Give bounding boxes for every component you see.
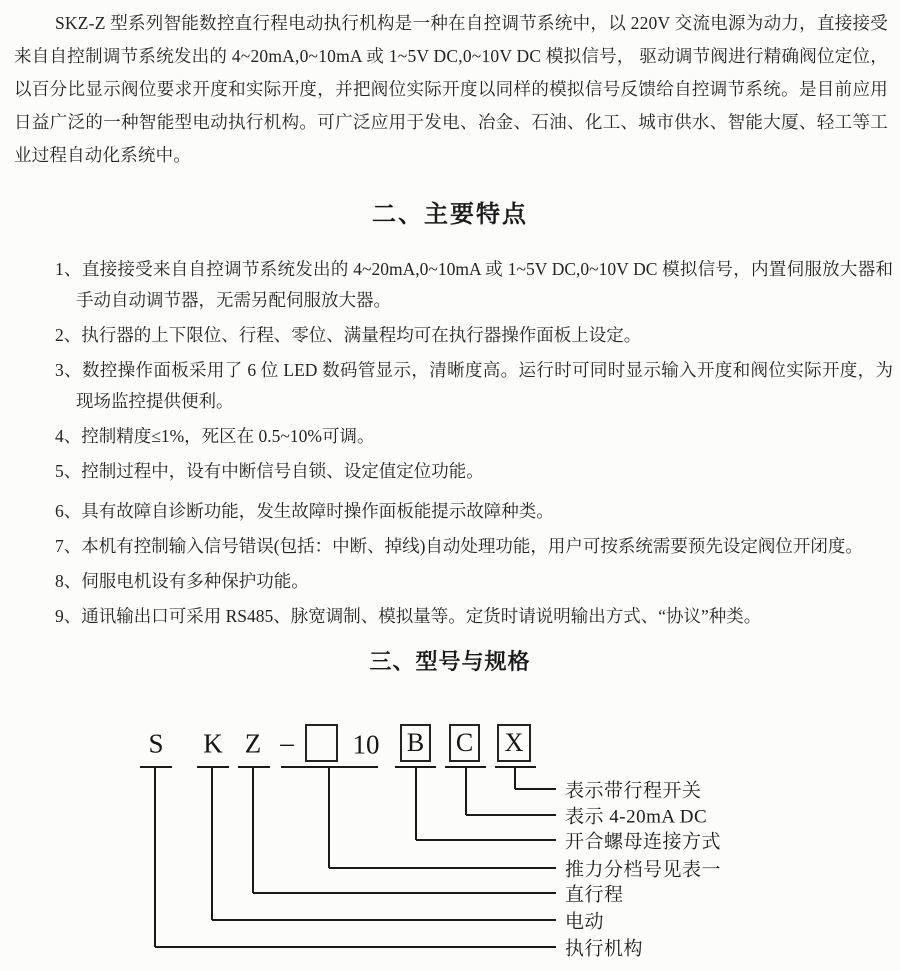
feature-text: 具有故障自诊断功能，发生故障时操作面板能提示故障种类。 bbox=[81, 501, 554, 521]
feature-text: 执行器的上下限位、行程、零位、满量程均可在执行器操作面板上设定。 bbox=[81, 325, 642, 345]
feature-text: 数控操作面板采用了 6 位 LED 数码管显示，清晰度高。运行时可同时显示输入开度和阀位实际开度，为现场监控提供便利。 bbox=[76, 360, 894, 411]
feature-text: 本机有控制输入信号错误(包括：中断、掉线)自动处理功能，用户可按系统需要预先设定阀位开闭度。 bbox=[81, 536, 863, 556]
feature-text: 通讯输出口可采用 RS485、脉宽调制、模拟量等。定货时请说明输出方式、“协议”种类。 bbox=[81, 606, 762, 626]
feature-number: 7、 bbox=[55, 536, 82, 556]
feature-number: 3、 bbox=[55, 360, 82, 380]
model-code-char: K bbox=[203, 728, 223, 759]
model-code-label: 表示带行程开关 bbox=[565, 780, 702, 802]
model-code-blank-box bbox=[305, 724, 338, 762]
model-code-label: 执行机构 bbox=[565, 938, 644, 960]
feature-item bbox=[55, 566, 893, 597]
model-code-char: S bbox=[148, 728, 164, 759]
model-code-label: 直行程 bbox=[565, 884, 624, 906]
feature-text: 直接接受来自自控调节系统发出的 4~20mA,0~10mA 或 1~5V DC,0~10V DC 模拟信号，内置伺服放大器和手动自动调节器，无需另配伺服放大器。 bbox=[76, 259, 893, 310]
model-code-box: B bbox=[400, 724, 431, 762]
feature-item bbox=[55, 496, 893, 527]
model-code-label: 推力分档号见表一 bbox=[565, 859, 722, 881]
feature-number: 5、 bbox=[55, 461, 82, 481]
feature-item bbox=[55, 531, 893, 562]
model-code-char: Z bbox=[244, 728, 262, 759]
feature-number: 6、 bbox=[55, 501, 82, 521]
model-code-label: 电动 bbox=[565, 911, 605, 933]
model-code-char: 10 bbox=[352, 729, 380, 760]
feature-item bbox=[55, 601, 893, 632]
feature-item bbox=[55, 456, 893, 487]
model-code-box: X bbox=[497, 724, 531, 762]
feature-number: 2、 bbox=[55, 325, 82, 345]
section-model-heading: 三、型号与规格 bbox=[369, 649, 531, 674]
feature-item bbox=[55, 320, 893, 351]
section-features-heading: 二、主要特点 bbox=[372, 201, 528, 228]
feature-text: 控制过程中，设有中断信号自锁、设定值定位功能。 bbox=[81, 461, 484, 481]
feature-item bbox=[55, 421, 893, 452]
intro-paragraph: SKZ-Z 型系列智能数控直行程电动执行机构是一种在自控调节系统中，以 220V 交流电源为动力，直接接受来自自控制调节系统发出的 4~20mA,0~10mA 或 1~5V DC,0~10V DC 模拟信号， 驱动调节阀进行精确阀位定位，以百分比显示阀位要求开度和实际开度，并把阀位实际开度以同样的模拟信号反馈给自控调节系统。是目前应用日益广泛的一种智能型电动执行机构。可广泛应用于发电、冶金、石油、化工、城市供水、智能大厦、轻工等工业过程自动化系统中。 bbox=[14, 13, 888, 165]
model-code-diagram bbox=[0, 700, 900, 971]
model-code-char: – bbox=[280, 727, 294, 758]
model-code-box: C bbox=[449, 724, 480, 762]
features-list bbox=[55, 254, 893, 636]
feature-number: 4、 bbox=[55, 426, 82, 446]
model-code-label: 开合螺母连接方式 bbox=[565, 831, 722, 853]
feature-item bbox=[55, 355, 893, 417]
feature-text: 伺服电机设有多种保护功能。 bbox=[81, 571, 309, 591]
feature-number: 8、 bbox=[55, 571, 82, 591]
model-code-label: 表示 4-20mA DC bbox=[565, 806, 708, 828]
feature-text: 控制精度≤1%，死区在 0.5~10%可调。 bbox=[81, 426, 375, 446]
feature-item bbox=[55, 254, 893, 316]
feature-number: 9、 bbox=[55, 606, 82, 626]
feature-number: 1、 bbox=[55, 259, 82, 279]
